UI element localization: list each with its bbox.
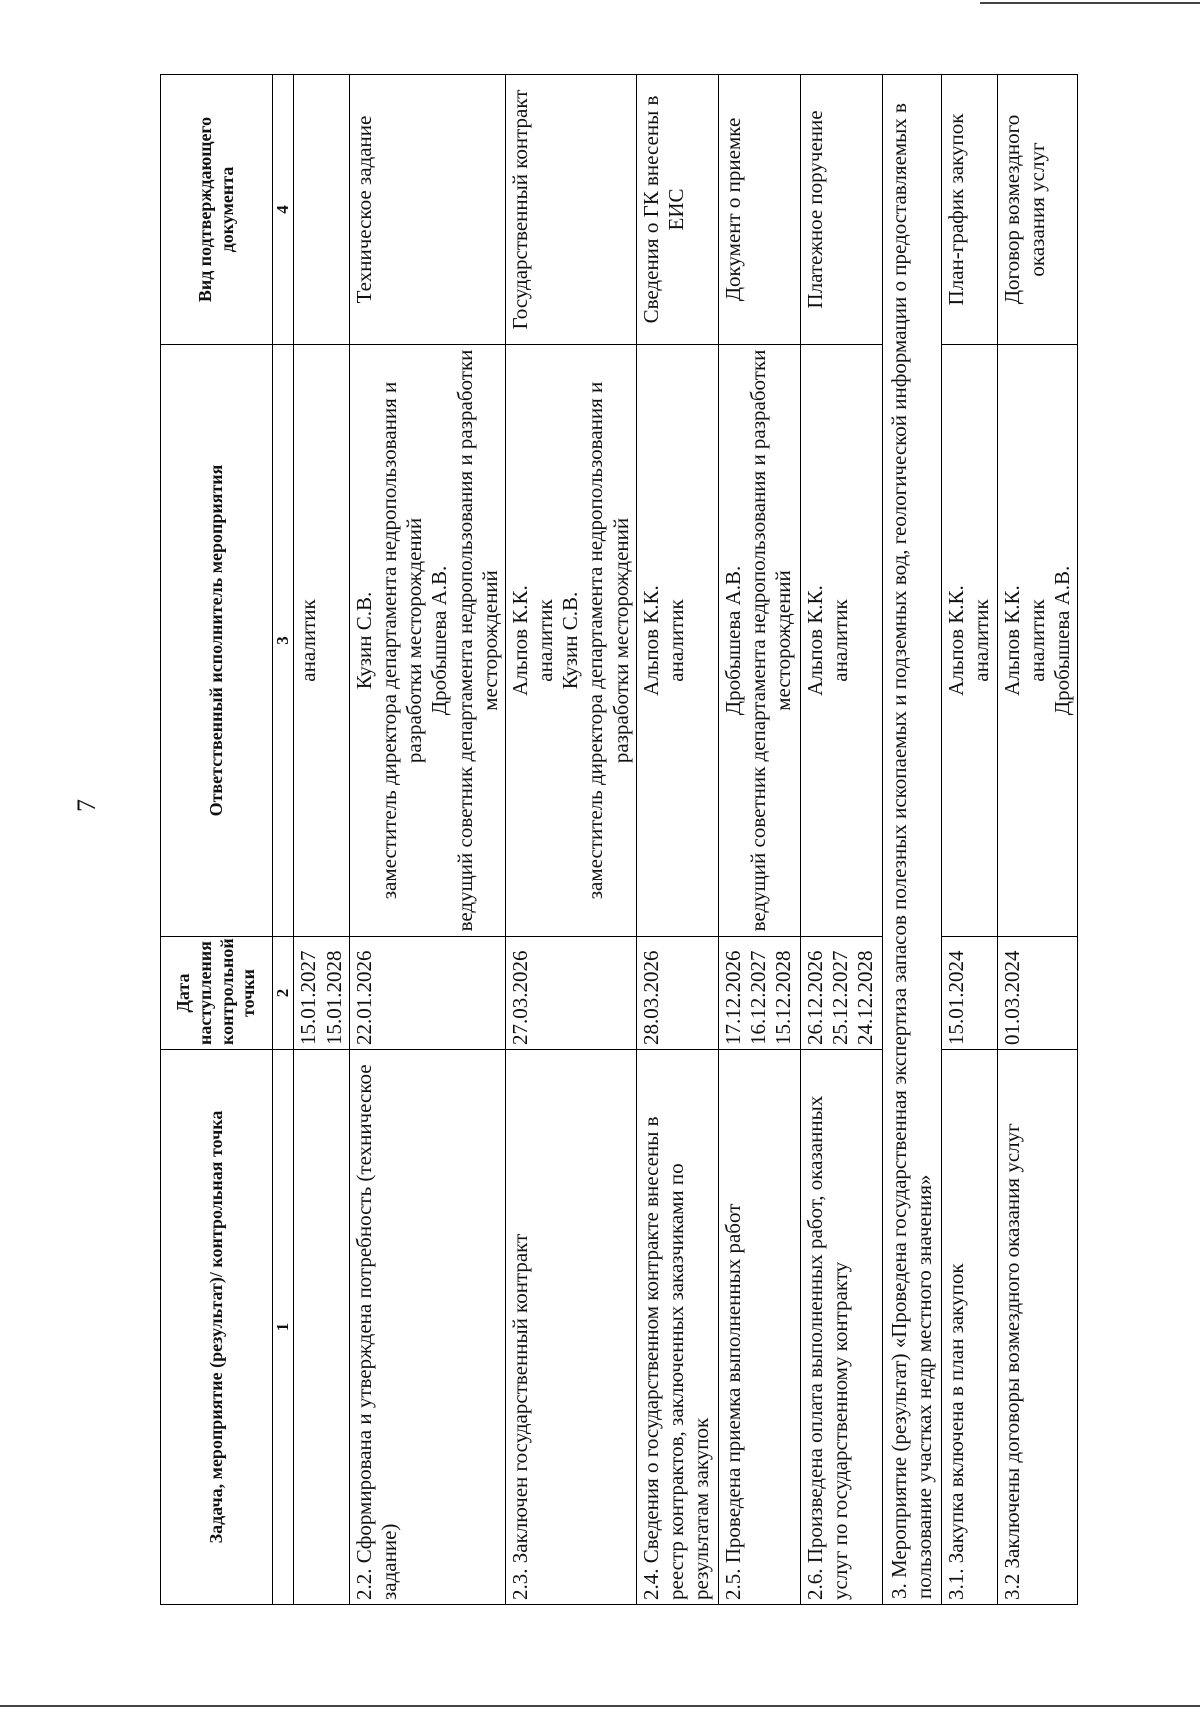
task-cell	[294, 1050, 349, 1605]
task-cell: 2.2. Сформирована и утверждена потребность (техническое задание)	[349, 1050, 505, 1605]
responsible-line: Альпов К.К.	[999, 585, 1024, 696]
responsible-line: Кузин С.В.	[558, 591, 583, 690]
responsible-line: Альпов К.К.	[638, 585, 663, 696]
header-document: Вид подтверждающего документа	[161, 75, 273, 345]
responsible-line: Дробышева А.В.	[720, 565, 745, 716]
table-row	[942, 75, 997, 1605]
responsible-cell	[505, 345, 636, 937]
table-row	[636, 75, 718, 1605]
responsible-cell	[997, 345, 1078, 937]
responsible-line: аналитик	[1024, 599, 1049, 682]
column-number: 2	[273, 937, 294, 1050]
date-value: 16.12.2027	[746, 950, 771, 1045]
table-row	[718, 75, 800, 1605]
responsible-line: аналитик	[828, 599, 853, 682]
task-cell: 2.6. Произведена оплата выполненных работ, оказанных услуг по государственному контракту	[800, 1050, 882, 1605]
date-cell	[718, 937, 800, 1050]
document-cell: Сведения о ГК внесены в ЕИС	[636, 75, 718, 345]
responsible-cell	[349, 345, 505, 937]
responsible-line: Альпов К.К.	[944, 585, 969, 696]
section-row	[882, 75, 941, 1605]
task-cell: 3.1. Закупка включена в план закупок	[942, 1050, 997, 1605]
table-row	[997, 75, 1078, 1605]
document-cell: Документ о приемке	[718, 75, 800, 345]
responsible-cell	[718, 345, 800, 937]
date-value: 28.03.2026	[638, 950, 663, 1045]
date-value: 15.01.2024	[944, 950, 969, 1045]
responsible-cell	[800, 345, 882, 937]
task-cell: 2.5. Проведена приемка выполненных работ	[718, 1050, 800, 1605]
header-responsible: Ответственный исполнитель мероприятия	[161, 345, 273, 937]
date-cell	[997, 937, 1078, 1050]
scan-bottom-edge	[0, 1705, 1200, 1707]
rotated-table-container	[160, 75, 1160, 1605]
header-task: Задача, мероприятие (результат)/ контрольная точка	[161, 1050, 273, 1605]
responsible-line: Кузин С.В.	[351, 591, 376, 690]
responsible-line: Альпов К.К.	[507, 585, 532, 696]
header-row	[161, 75, 273, 1605]
document-cell: Техническое задание	[349, 75, 505, 345]
table-row	[349, 75, 505, 1605]
date-value: 15.01.2027	[296, 950, 321, 1045]
task-cell: 2.4. Сведения о государственном контракте внесены в реестр контрактов, заключенных заказчиками по результатам закупок	[636, 1050, 718, 1605]
date-value: 25.12.2027	[828, 950, 853, 1045]
responsible-line: Дробышева А.В.	[427, 565, 452, 716]
activities-table	[160, 74, 1078, 1605]
column-number: 1	[273, 1050, 294, 1605]
responsible-line: Альпов К.К.	[802, 585, 827, 696]
column-number: 4	[273, 75, 294, 345]
responsible-line: Дробышева А.В.	[1049, 565, 1074, 716]
responsible-line: ведущий советник департамента недропользования и разработки месторождений	[746, 349, 796, 932]
responsible-cell	[636, 345, 718, 937]
column-number: 3	[273, 345, 294, 937]
responsible-line: аналитик	[969, 599, 994, 682]
document-cell: Платежное поручение	[800, 75, 882, 345]
document-cell: Договор возмездного оказания услуг	[997, 75, 1078, 345]
task-cell: 3.2 Заключены договоры возмездного оказания услуг	[997, 1050, 1078, 1605]
responsible-cell: аналитик	[294, 345, 349, 937]
date-value: 22.01.2026	[351, 950, 376, 1045]
date-value: 15.12.2028	[771, 950, 796, 1045]
column-number-row	[273, 75, 294, 1605]
table-row	[800, 75, 882, 1605]
date-value: 24.12.2028	[853, 950, 878, 1045]
date-cell	[942, 937, 997, 1050]
document-cell: Государственный контракт	[505, 75, 636, 345]
task-cell: 2.3. Заключен государственный контракт	[505, 1050, 636, 1605]
table-row	[505, 75, 636, 1605]
date-value: 27.03.2026	[507, 950, 532, 1045]
document-cell: План-график закупок	[942, 75, 997, 345]
date-cell	[636, 937, 718, 1050]
document-cell	[294, 75, 349, 345]
date-value: 01.03.2024	[999, 950, 1024, 1045]
date-cell	[505, 937, 636, 1050]
date-value: 26.12.2026	[802, 950, 827, 1045]
responsible-line: аналитик	[664, 599, 689, 682]
responsible-line: ведущий советник департамента недропользования и разработки месторождений	[452, 349, 502, 932]
header-date: Дата наступления контрольной точки	[161, 937, 273, 1050]
responsible-line: заместитель директора департамента недропользования и разработки месторождений	[583, 381, 633, 900]
responsible-line: аналитик	[533, 599, 558, 682]
date-value: 17.12.2026	[720, 950, 745, 1045]
date-cell	[800, 937, 882, 1050]
date-cell	[294, 937, 349, 1050]
scan-top-edge	[980, 2, 1200, 4]
table-row	[294, 75, 349, 1605]
page-number: 7	[72, 799, 101, 812]
date-cell	[349, 937, 505, 1050]
section-3-title: 3. Мероприятие (результат) «Проведена государственная экспертиза запасов полезных ископаемых и подземных вод, геологической информации о предоставляемых в пользование участках недр местного значения»	[882, 75, 941, 1605]
date-value: 15.01.2028	[321, 950, 346, 1045]
responsible-line: заместитель директора департамента недропользования и разработки месторождений	[376, 381, 427, 900]
responsible-cell	[942, 345, 997, 937]
